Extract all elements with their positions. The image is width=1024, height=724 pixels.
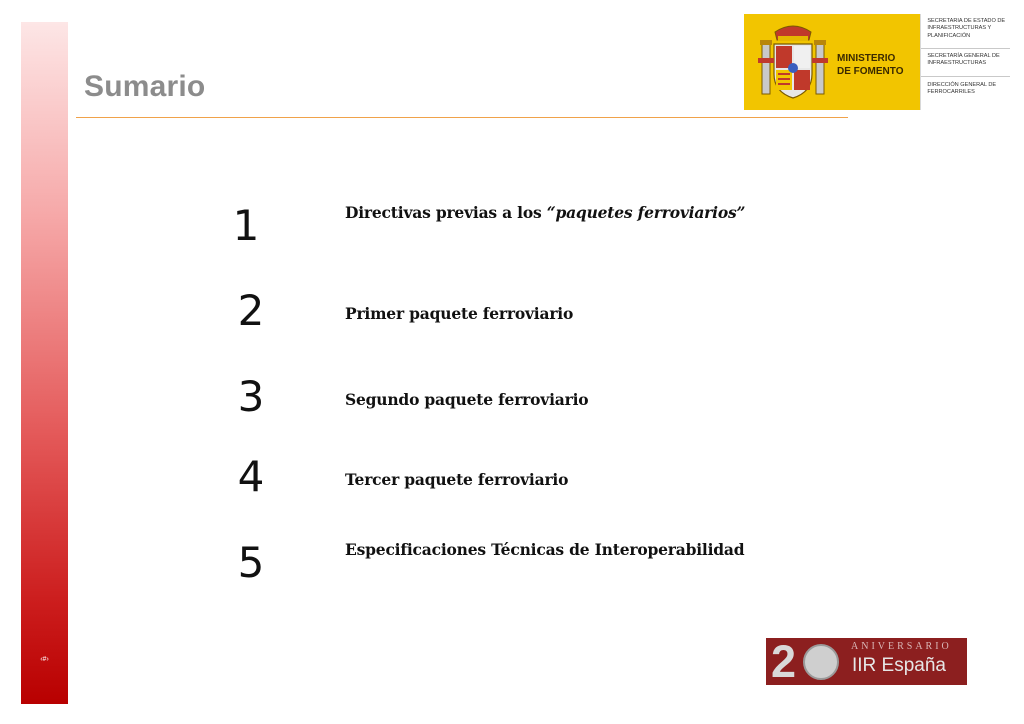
anniversary-label: ANIVERSARIO (851, 641, 952, 652)
agenda-number-5: 5 (237, 538, 265, 587)
department-divider-1 (921, 48, 1010, 49)
organization-name: IIR España (852, 655, 946, 676)
ministry-name-line1: MINISTERIO (837, 53, 896, 64)
department-block-3: DIRECCIÓN GENERAL DE FERROCARRILES (927, 82, 997, 96)
title-divider (76, 117, 848, 118)
agenda-number-1: 1 (232, 201, 260, 250)
ministry-logo-yellow-panel (744, 14, 920, 110)
department-block-1: SECRETARIA DE ESTADO DE INFRAESTRUCTURAS Y PLANIFICACIÓN (927, 18, 1006, 39)
agenda-number-4: 4 (237, 452, 265, 501)
agenda-item-5[interactable]: Especificaciones Técnicas de Interoperabilidad (345, 540, 745, 559)
iir-anniversary-badge (766, 638, 967, 685)
coat-of-arms-icon (758, 22, 828, 102)
agenda-item-3[interactable]: Segundo paquete ferroviario (345, 390, 589, 409)
agenda-number-3: 3 (237, 372, 265, 421)
department-block-2: SECRETARÍA GENERAL DE INFRAESTRUCTURAS (927, 53, 1000, 67)
agenda-number-2: 2 (237, 286, 265, 335)
agenda-item-4[interactable]: Tercer paquete ferroviario (345, 470, 569, 489)
agenda-item-1-text: Directivas previas a los (345, 203, 547, 222)
ministry-logo (744, 14, 1010, 110)
ministry-name-line2: DE FOMENTO (837, 66, 904, 77)
anniversary-seal-icon (803, 644, 839, 680)
ministry-logo-departments (920, 14, 1010, 110)
anniversary-number: 2 (771, 638, 797, 685)
slide-number-marker: ‹#› (40, 656, 49, 663)
agenda-item-2[interactable]: Primer paquete ferroviario (345, 304, 574, 323)
department-divider-2 (921, 76, 1010, 77)
page-title: Sumario (84, 70, 206, 103)
agenda-item-1[interactable] (345, 203, 745, 222)
agenda-item-1-emphasis: “paquetes ferroviarios” (546, 203, 746, 222)
ministry-name (837, 52, 903, 78)
decorative-sidebar (21, 22, 68, 704)
